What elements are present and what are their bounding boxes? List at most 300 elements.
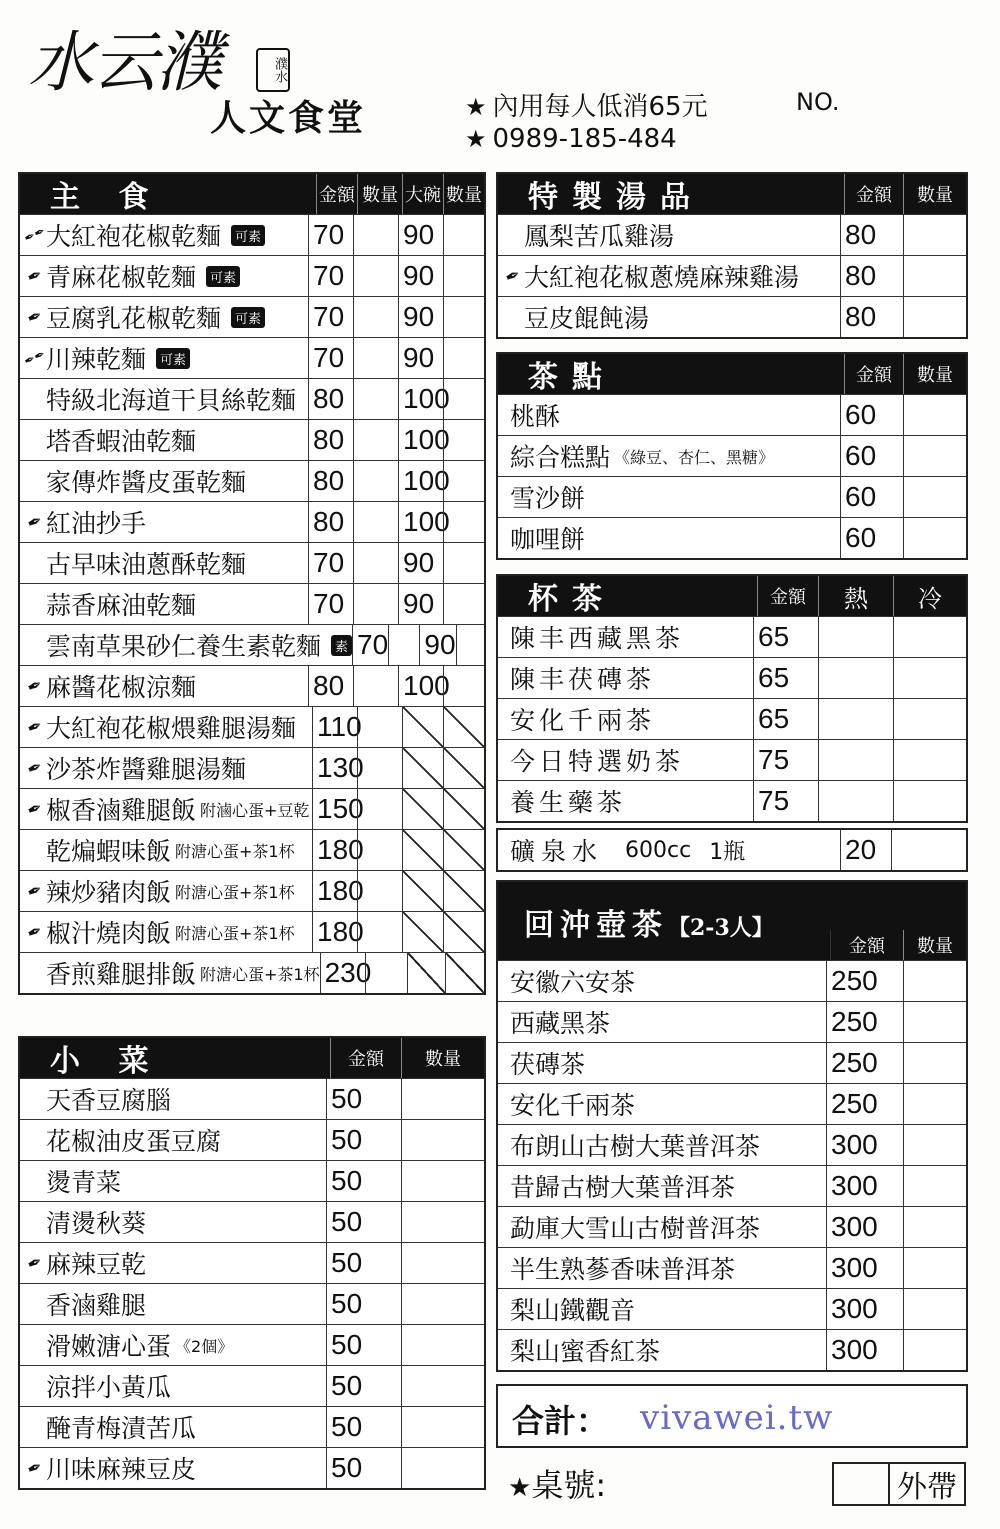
item-name-cell (20, 1120, 326, 1160)
item-price: 50 (326, 1407, 401, 1447)
chili-pepper-icon: ✒✒ (21, 346, 49, 370)
menu-row (20, 829, 484, 870)
item-name: 醃青梅漬苦瓜 (46, 1414, 197, 1443)
unavailable-cell (402, 871, 443, 911)
qty-input[interactable] (401, 1120, 484, 1160)
menu-row (20, 665, 484, 706)
item-price: 80 (308, 461, 353, 501)
soup-section (496, 172, 968, 339)
item-price: 50 (326, 1448, 401, 1488)
qty-input[interactable] (903, 215, 966, 255)
item-price: 80 (308, 379, 353, 419)
item-name-cell (20, 625, 352, 665)
item-name: 大紅袍花椒蔥燒麻辣雞湯 (524, 263, 800, 292)
menu-row (20, 337, 484, 378)
item-name: 大紅袍花椒煨雞腿湯麵 (46, 714, 297, 743)
col-qty: 數量 (903, 930, 966, 960)
item-price: 60 (840, 436, 903, 476)
item-name: 特級北海道干貝絲乾麵 (46, 386, 297, 415)
water-count: 1瓶 (709, 839, 746, 865)
vegan-badge: 可素 (231, 307, 265, 328)
cup-tea-title: 杯茶 (528, 582, 616, 617)
item-name-cell (20, 461, 308, 501)
unavailable-cell (402, 748, 443, 788)
item-name-cell (498, 1002, 826, 1042)
side-dishes-section (18, 1036, 486, 1490)
col-qty: 數量 (357, 174, 402, 214)
item-name: 布朗山古樹大葉普洱茶 (510, 1132, 761, 1161)
item-price: 60 (840, 395, 903, 435)
menu-row (20, 1119, 484, 1160)
qty-input[interactable] (353, 420, 398, 460)
item-name: 古早味油蔥酥乾麵 (46, 550, 247, 579)
cold-qty-input[interactable] (893, 658, 966, 698)
large-price: 100 (398, 379, 443, 419)
menu-row (20, 501, 484, 542)
qty-input[interactable] (353, 379, 398, 419)
item-name: 昔歸古樹大葉普洱茶 (510, 1173, 736, 1202)
menu-row (498, 394, 966, 435)
qty-input[interactable] (903, 1043, 966, 1083)
table-number-line (508, 1460, 606, 1506)
menu-row (20, 706, 484, 747)
item-name-cell (20, 748, 312, 788)
large-price: 100 (398, 666, 443, 706)
qty-input[interactable] (365, 953, 407, 993)
water-row (496, 828, 968, 872)
large-price: 90 (398, 256, 443, 296)
item-price: 70 (308, 297, 353, 337)
item-name: 豆腐乳花椒乾麵 (46, 304, 222, 333)
qty-input[interactable] (353, 666, 398, 706)
item-name-cell (498, 781, 753, 821)
qty-input[interactable] (903, 1002, 966, 1042)
tea-snack-header (498, 354, 966, 394)
hot-qty-input[interactable] (818, 740, 893, 780)
item-price: 60 (840, 477, 903, 517)
item-name: 咖哩餅 (510, 525, 586, 554)
large-qty-input[interactable] (443, 338, 484, 378)
item-price: 300 (826, 1207, 903, 1247)
col-price: 金額 (844, 354, 903, 394)
qty-input[interactable] (903, 1330, 966, 1370)
menu-row (20, 296, 484, 337)
side-dishes-header (20, 1038, 484, 1078)
item-name: 雲南草果砂仁養生素乾麵 (46, 632, 322, 661)
item-price: 65 (753, 699, 818, 739)
soup-header (498, 174, 966, 214)
item-name: 紅油抄手 (46, 509, 147, 538)
menu-row (20, 542, 484, 583)
item-price: 50 (326, 1120, 401, 1160)
item-note: 《2個》 (175, 1336, 234, 1356)
col-qty: 數量 (903, 174, 966, 214)
item-note: 附溏心蛋+茶1杯 (175, 923, 295, 943)
menu-row (20, 1160, 484, 1201)
main-dishes-title: 主 食 (50, 180, 163, 215)
qty-input[interactable] (353, 215, 398, 255)
item-name-cell (20, 215, 308, 255)
hot-qty-input[interactable] (818, 617, 893, 657)
qty-input[interactable] (388, 625, 419, 665)
qty-input[interactable] (903, 1166, 966, 1206)
chili-pepper-icon: ✒ (23, 1455, 47, 1481)
item-name-cell (498, 1084, 826, 1124)
pot-tea-title: 回沖壺茶 (524, 908, 668, 943)
item-price: 50 (326, 1161, 401, 1201)
large-price: 100 (398, 502, 443, 542)
item-name: 勐庫大雪山古樹普洱茶 (510, 1214, 761, 1243)
menu-row (498, 960, 966, 1001)
item-name-cell (498, 1289, 826, 1329)
qty-input[interactable] (353, 461, 398, 501)
item-name: 家傳炸醬皮蛋乾麵 (46, 468, 247, 497)
min-charge-text: 內用每人低消65元 (492, 92, 708, 122)
large-qty-input[interactable] (443, 502, 484, 542)
qty-input[interactable] (401, 1202, 484, 1242)
qty-input[interactable] (903, 961, 966, 1001)
col-price: 金額 (830, 930, 903, 960)
menu-row (20, 1447, 484, 1488)
menu-row (20, 583, 484, 624)
item-price: 50 (326, 1243, 401, 1283)
item-note: 附滷心蛋+豆乾 (200, 800, 310, 820)
item-name-cell (20, 666, 308, 706)
qty-input[interactable] (353, 502, 398, 542)
item-price: 65 (753, 617, 818, 657)
chili-pepper-icon: ✒ (23, 796, 47, 822)
item-name-cell (20, 379, 308, 419)
item-name-cell (498, 477, 840, 517)
order-number-label: NO. (796, 88, 840, 116)
item-price: 70 (308, 338, 353, 378)
item-name-cell (20, 1448, 326, 1488)
item-name: 涼拌小黃瓜 (46, 1373, 172, 1402)
qty-input[interactable] (353, 584, 398, 624)
item-name-cell (498, 1125, 826, 1165)
menu-row (498, 476, 966, 517)
large-price: 90 (398, 584, 443, 624)
vegan-badge: 可素 (231, 225, 265, 246)
hot-qty-input[interactable] (818, 658, 893, 698)
item-name: 蒜香麻油乾麵 (46, 591, 197, 620)
phone-line (465, 124, 677, 154)
item-name: 乾煸蝦味飯 (46, 837, 172, 866)
unavailable-cell (407, 953, 446, 993)
col-qty: 數量 (903, 354, 966, 394)
watermark: vivawei.tw (640, 1398, 834, 1438)
item-name-cell (498, 1043, 826, 1083)
item-name: 安化千兩茶 (510, 1091, 636, 1120)
unavailable-cell (443, 748, 484, 788)
qty-input[interactable] (401, 1079, 484, 1119)
menu-row (498, 214, 966, 255)
cold-qty-input[interactable] (893, 740, 966, 780)
item-name: 麻辣豆乾 (46, 1250, 147, 1279)
item-price: 250 (826, 1043, 903, 1083)
soup-title: 特製湯品 (528, 180, 704, 215)
item-name-cell (20, 1202, 326, 1242)
hot-qty-input[interactable] (818, 699, 893, 739)
menu-row (498, 698, 966, 739)
item-price: 230 (320, 953, 365, 993)
item-name-cell (20, 420, 308, 460)
table-number-label: 桌號: (531, 1466, 607, 1504)
item-name: 滑嫩溏心蛋 (46, 1332, 172, 1361)
item-name: 茯磚茶 (510, 1050, 586, 1079)
chili-pepper-icon: ✒ (23, 304, 47, 330)
chili-pepper-icon: ✒✒ (21, 223, 49, 247)
qty-input[interactable] (903, 256, 966, 296)
item-name: 椒香滷雞腿飯 (46, 796, 197, 825)
item-name: 塔香蝦油乾麵 (46, 427, 197, 456)
menu-row (498, 1001, 966, 1042)
menu-row (20, 214, 484, 255)
unavailable-cell (402, 912, 443, 952)
item-price: 250 (826, 961, 903, 1001)
col-large-qty: 數量 (443, 174, 484, 214)
item-name-cell (20, 871, 312, 911)
item-price: 70 (352, 625, 388, 665)
qty-input[interactable] (401, 1284, 484, 1324)
item-name-cell (498, 1248, 826, 1288)
large-qty-input[interactable] (443, 666, 484, 706)
qty-input[interactable] (401, 1407, 484, 1447)
qty-input[interactable] (353, 297, 398, 337)
item-price: 180 (312, 830, 357, 870)
item-name: 天香豆腐腦 (46, 1086, 172, 1115)
cup-tea-section (496, 574, 968, 823)
qty-input[interactable] (357, 707, 402, 747)
menu-row (498, 739, 966, 780)
item-name: 半生熟蔘香味普洱茶 (510, 1255, 736, 1284)
menu-row (20, 419, 484, 460)
qty-input[interactable] (357, 830, 402, 870)
item-name: 辣炒豬肉飯 (46, 878, 172, 907)
qty-input[interactable] (903, 297, 966, 337)
pot-tea-people: 【2-3人】 (668, 915, 774, 941)
vegan-badge: 可素 (206, 266, 240, 287)
item-name-cell (498, 395, 840, 435)
water-qty[interactable] (891, 830, 966, 870)
item-name-cell (498, 699, 753, 739)
item-name: 陳丰西藏黑茶 (510, 624, 685, 653)
item-price: 300 (826, 1248, 903, 1288)
cold-qty-input[interactable] (893, 781, 966, 821)
menu-row (20, 1283, 484, 1324)
qty-input[interactable] (401, 1243, 484, 1283)
item-name: 清燙秋葵 (46, 1209, 147, 1238)
logo (28, 24, 220, 101)
vegan-badge: 素 (331, 635, 352, 656)
qty-input[interactable] (903, 1084, 966, 1124)
item-name: 香滷雞腿 (46, 1291, 147, 1320)
chili-pepper-icon: ✒ (23, 673, 47, 699)
item-name-cell (20, 543, 308, 583)
qty-input[interactable] (357, 748, 402, 788)
menu-row (498, 1165, 966, 1206)
item-name: 川辣乾麵 (46, 345, 147, 374)
takeout-checkbox[interactable] (834, 1464, 890, 1504)
menu-row (498, 1042, 966, 1083)
water-item (498, 830, 840, 870)
item-price: 80 (308, 666, 353, 706)
chili-pepper-icon: ✒ (23, 878, 47, 904)
col-price: 金額 (316, 174, 357, 214)
item-name: 燙青菜 (46, 1168, 122, 1197)
large-price: 90 (398, 215, 443, 255)
item-name-cell (20, 256, 308, 296)
phone-text: 0989-185-484 (492, 124, 677, 154)
item-name-cell (20, 830, 312, 870)
menu-row (498, 435, 966, 476)
large-qty-input[interactable] (443, 420, 484, 460)
qty-input[interactable] (401, 1325, 484, 1365)
item-name-cell (20, 1407, 326, 1447)
item-name-cell (20, 584, 308, 624)
menu-row (20, 911, 484, 952)
large-qty-input[interactable] (456, 625, 484, 665)
qty-input[interactable] (357, 912, 402, 952)
col-hot: 熱 (818, 576, 893, 616)
water-size: 600cc (625, 837, 692, 863)
item-name-cell (20, 1243, 326, 1283)
menu-row (20, 952, 484, 993)
item-name-cell (20, 707, 312, 747)
cold-qty-input[interactable] (893, 699, 966, 739)
item-name: 豆皮餛飩湯 (524, 304, 650, 333)
item-name-cell (20, 502, 308, 542)
item-name: 香煎雞腿排飯 (46, 960, 197, 989)
unavailable-cell (402, 707, 443, 747)
unavailable-cell (443, 789, 484, 829)
menu-row (20, 1406, 484, 1447)
qty-input[interactable] (903, 1248, 966, 1288)
item-name-cell (20, 297, 308, 337)
qty-input[interactable] (903, 436, 966, 476)
large-qty-input[interactable] (443, 379, 484, 419)
unavailable-cell (402, 830, 443, 870)
item-name: 桃酥 (510, 402, 561, 431)
menu-row (498, 1288, 966, 1329)
item-name: 大紅袍花椒乾麵 (46, 222, 222, 251)
qty-input[interactable] (353, 338, 398, 378)
qty-input[interactable] (903, 477, 966, 517)
qty-input[interactable] (401, 1448, 484, 1488)
large-qty-input[interactable] (443, 256, 484, 296)
item-name-cell (20, 953, 320, 993)
large-qty-input[interactable] (443, 584, 484, 624)
item-price: 250 (826, 1002, 903, 1042)
menu-row (20, 378, 484, 419)
large-price: 90 (398, 543, 443, 583)
cold-qty-input[interactable] (893, 617, 966, 657)
menu-row (498, 780, 966, 821)
item-note: 附溏心蛋+茶1杯 (175, 841, 295, 861)
large-qty-input[interactable] (443, 543, 484, 583)
item-name: 雪沙餅 (510, 484, 586, 513)
unavailable-cell (445, 953, 484, 993)
item-price: 50 (326, 1079, 401, 1119)
menu-row (498, 1329, 966, 1370)
unavailable-cell (443, 707, 484, 747)
item-name: 沙茶炸醬雞腿湯麵 (46, 755, 247, 784)
item-price: 80 (308, 420, 353, 460)
item-name-cell (498, 1330, 826, 1370)
menu-row (498, 616, 966, 657)
qty-input[interactable] (353, 256, 398, 296)
star-icon: ★ (465, 125, 487, 153)
item-name: 麻醬花椒涼麵 (46, 673, 197, 702)
item-price: 150 (312, 789, 357, 829)
tea-snack-section (496, 352, 968, 560)
item-price: 180 (312, 912, 357, 952)
qty-input[interactable] (401, 1366, 484, 1406)
item-note: 附溏心蛋+茶1杯 (200, 964, 320, 984)
item-name-cell (498, 658, 753, 698)
qty-input[interactable] (903, 518, 966, 558)
pot-tea-section (496, 880, 968, 1372)
item-price: 50 (326, 1325, 401, 1365)
item-name: 今日特選奶茶 (510, 747, 685, 776)
qty-input[interactable] (357, 871, 402, 911)
item-price: 70 (308, 584, 353, 624)
qty-input[interactable] (353, 543, 398, 583)
large-price: 90 (419, 625, 455, 665)
hot-qty-input[interactable] (818, 781, 893, 821)
menu-row (20, 1242, 484, 1283)
item-name-cell (498, 740, 753, 780)
item-note: 附溏心蛋+茶1杯 (175, 882, 295, 902)
item-name-cell (498, 961, 826, 1001)
item-name: 安徽六安茶 (510, 968, 636, 997)
large-qty-input[interactable] (443, 215, 484, 255)
qty-input[interactable] (357, 789, 402, 829)
chili-pepper-icon: ✒ (23, 1250, 47, 1276)
water-name: 礦泉水 (510, 837, 604, 866)
large-qty-input[interactable] (443, 461, 484, 501)
large-qty-input[interactable] (443, 297, 484, 337)
item-name: 青麻花椒乾麵 (46, 263, 197, 292)
unavailable-cell (402, 789, 443, 829)
qty-input[interactable] (903, 395, 966, 435)
col-qty: 數量 (401, 1038, 484, 1078)
pot-tea-header (498, 882, 966, 960)
water-price: 20 (840, 830, 891, 870)
qty-input[interactable] (401, 1161, 484, 1201)
qty-input[interactable] (903, 1207, 966, 1247)
menu-row (20, 1365, 484, 1406)
item-price: 110 (312, 707, 357, 747)
item-price: 75 (753, 781, 818, 821)
item-name-cell (498, 518, 840, 558)
qty-input[interactable] (903, 1125, 966, 1165)
qty-input[interactable] (903, 1289, 966, 1329)
menu-row (20, 1201, 484, 1242)
main-dishes-section (18, 172, 486, 995)
item-name-cell (498, 215, 840, 255)
item-price: 250 (826, 1084, 903, 1124)
chili-pepper-icon: ✒ (23, 755, 47, 781)
item-name: 鳳梨苦瓜雞湯 (524, 222, 675, 251)
large-price: 90 (398, 297, 443, 337)
item-name: 川味麻辣豆皮 (46, 1455, 197, 1484)
item-price: 70 (308, 543, 353, 583)
col-price: 金額 (330, 1038, 401, 1078)
col-price: 金額 (844, 174, 903, 214)
item-name: 安化千兩茶 (510, 706, 656, 735)
menu-row (498, 657, 966, 698)
